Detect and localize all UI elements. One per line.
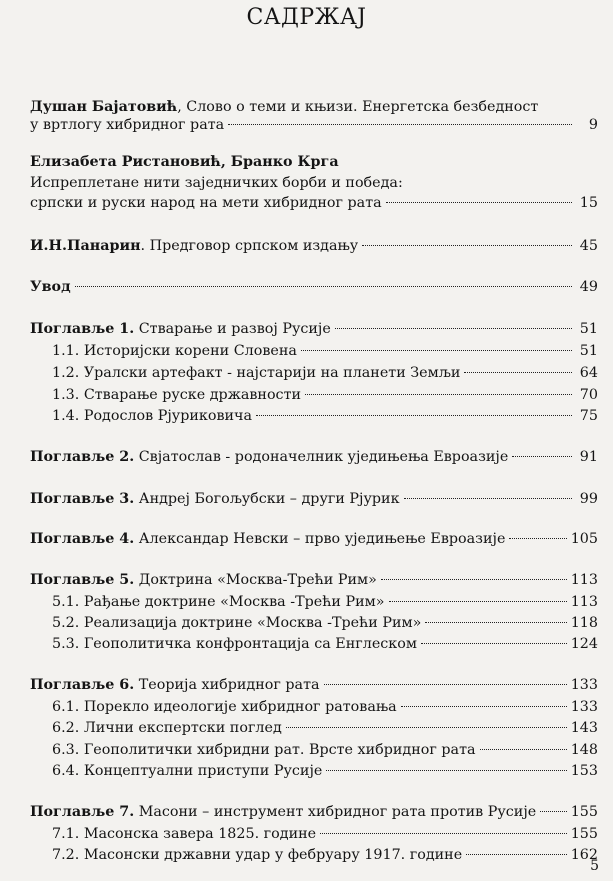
dot-leader xyxy=(404,498,572,499)
toc-section-1-3[interactable] xyxy=(52,385,598,405)
toc-entry-intro[interactable] xyxy=(30,277,598,297)
toc-page-number: 70 xyxy=(579,387,598,403)
toc-entry-bajatovic[interactable] xyxy=(30,115,598,135)
toc-entry-text xyxy=(30,529,505,549)
dot-leader xyxy=(256,415,572,416)
toc-page-number: 113 xyxy=(570,594,598,610)
chapter-label: Поглавље 2. xyxy=(30,449,135,465)
chapter-label: Поглавље 4. xyxy=(30,531,135,547)
toc-section-5-3[interactable] xyxy=(52,634,598,654)
toc-page-number: 51 xyxy=(579,321,598,337)
chapter-title: Стварање и развој Русије xyxy=(134,321,331,337)
toc-page-number: 124 xyxy=(570,636,598,652)
toc-entry-text xyxy=(30,802,536,822)
dot-leader xyxy=(389,601,567,602)
dot-leader xyxy=(381,579,567,580)
toc-entry-text: 6.3. Геополитички хибридни рат. Врсте хибридног рата xyxy=(52,742,476,758)
toc-page-number: 45 xyxy=(579,238,598,254)
dot-leader xyxy=(335,328,572,329)
toc-page-number: 153 xyxy=(570,763,598,779)
chapter-label: Поглавље 1. xyxy=(30,321,135,337)
page-number: 5 xyxy=(590,858,599,874)
chapter-label: Поглавље 3. xyxy=(30,491,135,507)
dot-leader xyxy=(324,684,567,685)
toc-author: И.Н.Панарин xyxy=(30,238,141,254)
toc-section-7-1[interactable] xyxy=(52,824,598,844)
toc-entry-text: српски и руски народ на мети хибридног рата xyxy=(30,195,382,211)
toc-page-number: 113 xyxy=(570,572,598,588)
toc-page-number: 91 xyxy=(579,449,598,465)
toc-entry-text: 6.1. Порекло идеологије хибридног ратовања xyxy=(52,699,397,715)
dot-leader xyxy=(326,770,566,771)
dot-leader xyxy=(512,456,572,457)
toc-entry-text xyxy=(30,489,400,509)
toc-section-6-2[interactable] xyxy=(52,718,598,738)
chapter-title: Андреј Богољубски – други Рјурик xyxy=(134,491,400,507)
toc-label: Увод xyxy=(30,279,71,295)
chapter-title: Теорија хибридног рата xyxy=(134,677,320,693)
toc-entry-bajatovic-line1 xyxy=(30,97,538,117)
dot-leader xyxy=(464,372,572,373)
toc-entry-text xyxy=(30,319,331,339)
dot-leader xyxy=(540,811,566,812)
toc-page-number: 105 xyxy=(570,531,598,547)
toc-chapter-4[interactable] xyxy=(30,529,598,549)
toc-entry-ristanovic[interactable] xyxy=(30,193,598,213)
toc-entry-text: 6.2. Лични експертски поглед xyxy=(52,720,282,736)
toc-entry-text xyxy=(30,236,358,256)
toc-page-number: 155 xyxy=(570,804,598,820)
toc-entry-text: 7.1. Масонска завера 1825. године xyxy=(52,826,317,842)
dot-leader xyxy=(466,854,567,855)
page-title: САДРЖАЈ xyxy=(246,5,367,30)
toc-entry-text: у вртлогу хибридног рата xyxy=(30,117,225,133)
chapter-title: Александар Невски – прво уједињење Евроазије xyxy=(134,531,506,547)
toc-chapter-5[interactable] xyxy=(30,570,598,590)
toc-section-5-2[interactable] xyxy=(52,613,598,633)
dot-leader xyxy=(320,833,567,834)
chapter-label: Поглавље 6. xyxy=(30,677,135,693)
toc-chapter-6[interactable] xyxy=(30,675,598,695)
toc-page-number: 15 xyxy=(579,195,598,211)
toc-entry-text: 1.2. Уралски артефакт - најстарији на планети Земљи xyxy=(52,365,461,381)
toc-entry-text: , Слово о теми и књизи. Енергетска безбедност xyxy=(177,99,539,115)
dot-leader xyxy=(386,202,572,203)
toc-entry-text: 1.3. Стварање руске државности xyxy=(52,387,302,403)
toc-entry-text xyxy=(30,277,71,297)
toc-section-7-2[interactable] xyxy=(52,845,598,865)
toc-entry-text xyxy=(30,570,377,590)
toc-entry-text: 1.4. Родослов Рјуриковича xyxy=(52,408,252,424)
toc-section-6-1[interactable] xyxy=(52,697,598,717)
toc-entry-text xyxy=(30,675,320,695)
toc-entry-ristanovic-line1: Испреплетане нити заједничких борби и победа: xyxy=(30,175,403,191)
toc-entry-ristanovic-authors xyxy=(30,152,339,172)
dot-leader xyxy=(480,749,567,750)
toc-chapter-3[interactable] xyxy=(30,489,598,509)
toc-entry-rest: . Предговор српском издању xyxy=(140,238,359,254)
toc-entry-text xyxy=(30,447,508,467)
toc-entry-panarin[interactable] xyxy=(30,236,598,256)
toc-page-number: 64 xyxy=(579,365,598,381)
toc-page-number: 155 xyxy=(570,826,598,842)
toc-section-6-3[interactable] xyxy=(52,740,598,760)
toc-page-number: 99 xyxy=(579,491,598,507)
toc-section-1-4[interactable] xyxy=(52,406,598,426)
toc-page-number: 51 xyxy=(579,343,598,359)
toc-section-5-1[interactable] xyxy=(52,592,598,612)
toc-page-number: 9 xyxy=(588,117,598,133)
toc-author: Елизабета Ристановић, Бранко Крга xyxy=(30,154,339,170)
chapter-title: Свјатослав - родоначелник уједињења Евроазије xyxy=(134,449,509,465)
toc-entry-text: 1.1. Историјски корени Словена xyxy=(52,343,297,359)
dot-leader xyxy=(75,286,572,287)
dot-leader xyxy=(362,245,572,246)
dot-leader xyxy=(305,394,572,395)
toc-entry-text: 5.3. Геополитичка конфронтација са Енглеском xyxy=(52,636,417,652)
toc-entry-text: 5.2. Реализација доктрине «Москва -Трећи Рим» xyxy=(52,615,422,631)
chapter-title: Доктрина «Москва-Трећи Рим» xyxy=(134,572,377,588)
toc-page-number: 118 xyxy=(570,615,598,631)
dot-leader xyxy=(425,622,566,623)
toc-page-number: 49 xyxy=(579,279,598,295)
toc-page-number: 133 xyxy=(570,699,598,715)
toc-chapter-2[interactable] xyxy=(30,447,598,467)
dot-leader xyxy=(401,706,567,707)
dot-leader xyxy=(286,727,567,728)
toc-page-number: 133 xyxy=(570,677,598,693)
dot-leader xyxy=(421,643,567,644)
toc-chapter-1[interactable] xyxy=(30,319,598,339)
dot-leader xyxy=(509,538,566,539)
toc-entry-text: 6.4. Концептуални приступи Русије xyxy=(52,763,323,779)
toc-section-1-1[interactable] xyxy=(52,341,598,361)
dot-leader xyxy=(301,350,572,351)
toc-section-1-2[interactable] xyxy=(52,363,598,383)
chapter-title: Масони – инструмент хибридног рата против Русије xyxy=(134,804,537,820)
toc-page-number: 75 xyxy=(579,408,598,424)
toc-section-6-4[interactable] xyxy=(52,761,598,781)
toc-entry-text: 7.2. Масонски државни удар у фебруару 1917. године xyxy=(52,847,463,863)
dot-leader xyxy=(228,124,572,125)
toc-page-number: 143 xyxy=(570,720,598,736)
toc-entry-text: 5.1. Рађање доктрине «Москва -Трећи Рим» xyxy=(52,594,385,610)
toc-page-number: 162 xyxy=(570,847,598,863)
chapter-label: Поглавље 5. xyxy=(30,572,135,588)
toc-chapter-7[interactable] xyxy=(30,802,598,822)
chapter-label: Поглавље 7. xyxy=(30,804,135,820)
toc-page-number: 148 xyxy=(570,742,598,758)
toc-author: Душан Бајатовић xyxy=(30,99,178,115)
